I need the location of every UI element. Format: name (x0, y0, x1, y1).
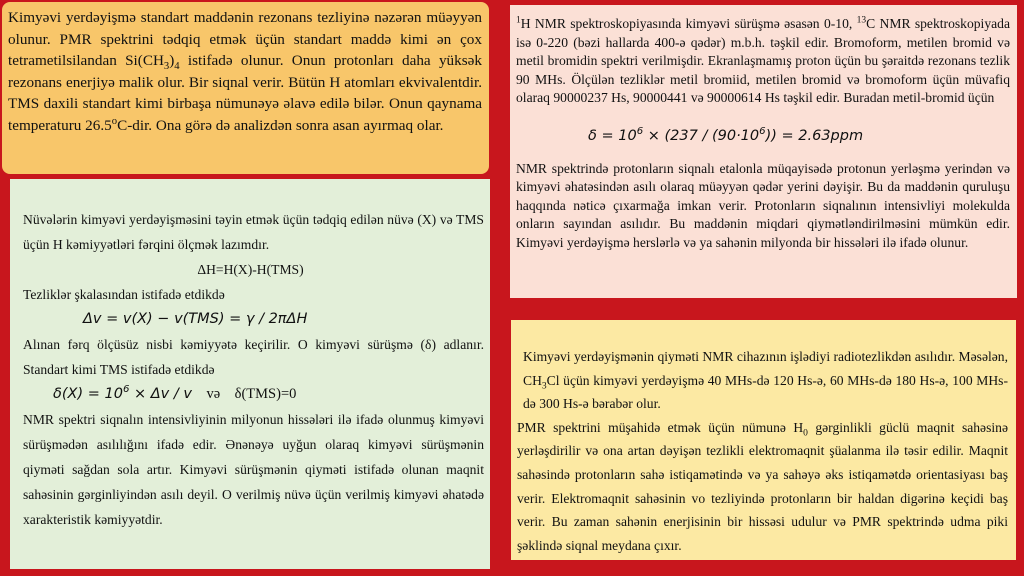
pmr-observation-paragraph (517, 416, 1008, 558)
text-run: istifadə olunur. Onun protonları daha yüksək rezonans enerjiyə malik olur. Bir siqnal verir. Bütün H atomları ekvivalentdir. TMS daxili standart kimi birbaşa nümunəyə əlavə edilə bilər. Onun qaynama temperaturu 26.5 (8, 52, 482, 134)
formula-run: × (237 / (90·10 (643, 127, 760, 144)
subscript: 0 (803, 428, 808, 439)
text-run: gərginlikli güclü maqnit sahəsinə yerləşdirilir və ona artan dəyişən tezlikli elektromaqnit şüalanma ilə təsir edilir. Maqnit sahəsində protonların sahə istiqamətində və ya sahəyə əks istiqamətdə orientasiyası baş verir. Elektromaqnit sahəsinin vo tezliyində protonların bir haldan digərinə keçidi baş verir. Bu zaman sahənin enerjisinin bir hissəsi udulur və PMR spektrində udma piki şəklində siqnal meydana çıxır. (517, 419, 1008, 553)
subscript: 4 (174, 61, 180, 73)
panel-shift-definition (10, 179, 490, 569)
formula-run: × Δv / v (129, 386, 192, 402)
subscript: 3 (163, 61, 170, 73)
shift-range-paragraph (516, 15, 1010, 108)
definition-paragraph: Nüvələrin kimyəvi yerdəyişməsini təyin etmək üçün tədqiq edilən nüvə (X) və TMS üçün H kəmiyyətləri fərqini ölçmək lazımdır. (23, 212, 484, 252)
superscript: 6 (759, 125, 766, 137)
text-run: Cl üçün kimyəvi yerdəyişmə 40 MHs-də 120 Hs-ə, 60 MHs-də 180 Hs-ə, 100 MHs-də 300 Hs-ə bərabər olur. (523, 372, 1008, 412)
subscript: 3 (541, 381, 547, 392)
superscript: 1 (516, 15, 521, 26)
text-run: PMR spektrini müşahidə etmək üçün nümunə H (517, 419, 804, 435)
formula-run: )) = 2.63ppm (765, 127, 864, 144)
tms-zero-text: δ(TMS)=0 (234, 386, 297, 402)
frequency-scale-text: Tezliklər şkalasından istifadə etdikdə (23, 287, 225, 302)
text-run: H NMR spektroskopiyasında kimyəvi sürüşmə əsasən 0-10, (520, 16, 857, 31)
spectrum-paragraph: NMR spektri siqnalın intensivliyinin milyonun hissələri ilə ifadə olunmuş kimyəvi sürüşmədən asılılığını ifadə edir. Ənənəyə uyğun olaraq kimyəvi sürüşmənin qiyməti sağdan sola artır. Kimyəvi sürüşmənin qiyməti istifadə olunan maqnit sahəsinin gərginliyindən asılı deyil. O verilmiş nüvə üçün verilmiş kimyəvi əhatədə xarakteristik kəmiyyətdir. (23, 412, 484, 527)
text-run: ) (169, 52, 175, 69)
panel-tms-standard (2, 2, 489, 174)
delta-definition-paragraph: Alınan fərq ölçüsüz nisbi kəmiyyətə keçirilir. O kimyəvi sürüşmə (δ) adlanır. Standart kimi TMS istifadə etdikdə (23, 337, 484, 377)
text-run: Kimyəvi yerdəyişmə standart maddənin rezonans tezliyinə nəzərən müəyyən olunur. PMR spektrini tədqiq etmək üçün standart maddə kimi ən çox tetrametilsilandan Si(CH (8, 9, 482, 69)
superscript: o (111, 115, 118, 127)
signal-paragraph: NMR spektrində protonların siqnalı etalonla müqayisədə protonun yerləşmə yerindən və kimyəvi əhatəsindən asılı olaraq müəyyən qədər yerini dəyişir. Bu da maddənin quruluşu haqqında nəticə çıxarmağa imkan verir. Protonların siqnalının intensivliyi molekulda onların sayından asılıdır. Bu maddənin miqdari qiymətləndirilməsini mümkün edir. Kimyəvi yerdəyişmə herslərlə və ya sahənin milyonda bir hissələri ilə ifadə olunur. (516, 160, 1010, 250)
tms-paragraph (8, 7, 482, 136)
text-run: Kimyəvi yerdəyişmənin qiyməti NMR cihazının işlədiyi radiotezlikdən asılıdır. Məsələn, CH (523, 349, 1008, 388)
panel-radiofrequency (511, 320, 1016, 560)
superscript: 6 (122, 384, 130, 396)
panel-chemical-shift-range (510, 5, 1017, 298)
delta-v-equation: Δv = v(X) − v(TMS) = γ / 2πΔH (83, 311, 308, 327)
text-run: C NMR spektroskopiyada isə 0-220 (bəzi hallarda 400-ə qədər) m.b.h. təşkil edir. Bromoform, metilen bromid və metil bromidin spektri verilmişdir. Ekranlaşmamış proton üçün bu şəraitdə rezonans tezlik 90 MHs. Ölçülən tezliklər metil bromiid, metilen bromid və bromoform üçün müvafiq olaraq 90000237 Hs, 90000441 və 90000614 Hs təşkil edir. Buradan metil-bromid üçün (516, 16, 1010, 105)
superscript: 6 (636, 125, 644, 137)
text-run: C-dir. Ona görə də analizdən sonra asan ayırmaq olar. (117, 116, 444, 134)
delta-equation (17, 382, 484, 407)
formula-run: δ = 10 (588, 127, 637, 144)
conjunction-text: və (206, 386, 221, 402)
delta-h-equation: ΔH=H(X)-H(TMS) (197, 262, 304, 277)
superscript: 13 (856, 15, 867, 26)
radiofrequency-paragraph (517, 345, 1008, 416)
formula-run: δ(X) = 10 (53, 386, 123, 402)
methyl-bromide-formula (516, 126, 1010, 146)
